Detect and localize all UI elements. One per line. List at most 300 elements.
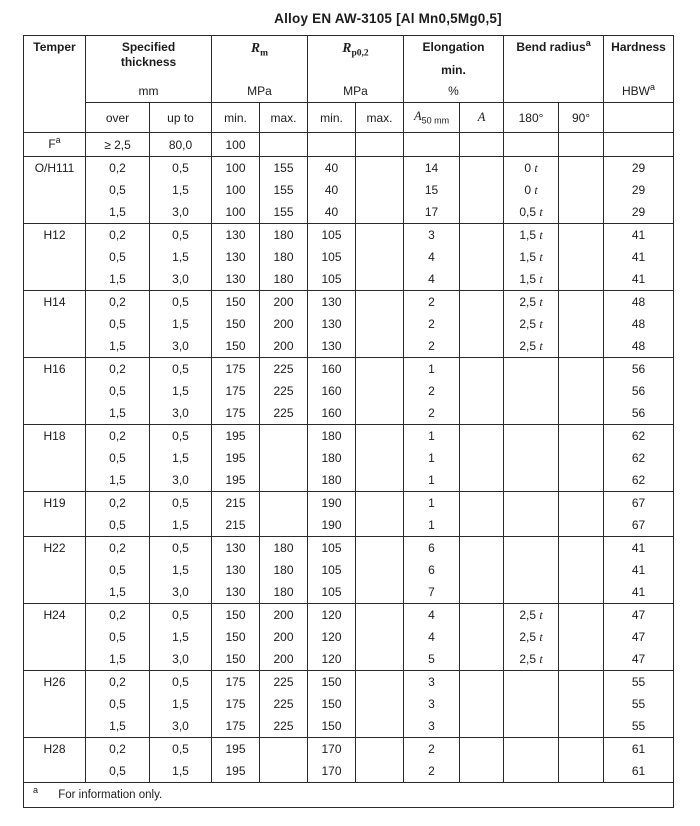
- data-cell: 80,0: [150, 133, 212, 157]
- data-cell: [559, 671, 604, 694]
- data-cell: 4: [404, 246, 460, 268]
- data-cell: 1,5: [150, 760, 212, 783]
- temper-cell: H16: [24, 358, 86, 425]
- data-cell: 1,5 t: [504, 246, 559, 268]
- data-cell: [559, 224, 604, 247]
- data-cell: [460, 313, 504, 335]
- header-elongation: Elongation min. %: [404, 36, 504, 103]
- data-cell: 195: [212, 425, 260, 448]
- data-cell: [504, 492, 559, 515]
- data-cell: 150: [212, 313, 260, 335]
- data-cell: 2,5 t: [504, 291, 559, 314]
- header-bend-radius: Bend radius$^a$: [504, 36, 604, 103]
- data-cell: [260, 447, 308, 469]
- data-cell: 105: [308, 559, 356, 581]
- data-cell: 130: [212, 224, 260, 247]
- data-cell: 130: [212, 581, 260, 604]
- data-cell: 0,2: [86, 291, 150, 314]
- data-cell: 3,0: [150, 268, 212, 291]
- data-cell: 195: [212, 447, 260, 469]
- data-cell: 3,0: [150, 648, 212, 671]
- data-cell: [260, 514, 308, 537]
- temper-cell: H24: [24, 604, 86, 671]
- data-cell: 1,5: [150, 246, 212, 268]
- data-cell: [356, 157, 404, 180]
- footnote: [24, 783, 674, 808]
- data-cell: 150: [212, 648, 260, 671]
- data-cell: [356, 537, 404, 560]
- data-cell: 0,5: [86, 246, 150, 268]
- data-cell: [460, 380, 504, 402]
- data-cell: [559, 715, 604, 738]
- footnote-text: For information only.: [58, 789, 163, 801]
- data-cell: 100: [212, 179, 260, 201]
- data-cell: 155: [260, 157, 308, 180]
- subheader-90deg: 90°: [559, 103, 604, 133]
- data-cell: 1,5: [150, 313, 212, 335]
- table-header: [24, 36, 674, 133]
- data-cell: 1,5: [150, 380, 212, 402]
- data-cell: [356, 760, 404, 783]
- data-cell: [504, 671, 559, 694]
- subheader-rp-min: min.: [308, 103, 356, 133]
- data-cell: 61: [604, 738, 674, 761]
- data-cell: 1,5: [150, 693, 212, 715]
- data-cell: 175: [212, 693, 260, 715]
- data-cell: [504, 358, 559, 381]
- data-cell: [460, 469, 504, 492]
- temper-cell: H18: [24, 425, 86, 492]
- data-cell: 100: [212, 133, 260, 157]
- data-cell: 5: [404, 648, 460, 671]
- data-cell: 2: [404, 380, 460, 402]
- data-cell: [356, 559, 404, 581]
- data-cell: 130: [308, 335, 356, 358]
- data-cell: 130: [212, 537, 260, 560]
- data-cell: 2,5 t: [504, 648, 559, 671]
- data-cell: [460, 671, 504, 694]
- data-cell: 4: [404, 626, 460, 648]
- data-cell: [559, 335, 604, 358]
- data-cell: 41: [604, 224, 674, 247]
- data-cell: [356, 313, 404, 335]
- data-cell: 180: [260, 268, 308, 291]
- data-cell: 55: [604, 693, 674, 715]
- subheader-a: A: [460, 103, 504, 133]
- data-cell: 1,5: [86, 402, 150, 425]
- data-cell: 56: [604, 380, 674, 402]
- data-cell: 150: [308, 715, 356, 738]
- subheader-a50: $A_{50 mm}$: [404, 103, 460, 133]
- data-cell: [260, 492, 308, 515]
- data-cell: 3,0: [150, 469, 212, 492]
- data-cell: 130: [308, 291, 356, 314]
- data-cell: 150: [212, 604, 260, 627]
- data-cell: 160: [308, 402, 356, 425]
- data-cell: [559, 313, 604, 335]
- subheader-over: over: [86, 103, 150, 133]
- data-cell: 29: [604, 201, 674, 224]
- unit-mm: mm: [138, 84, 159, 98]
- data-cell: [356, 469, 404, 492]
- data-cell: 200: [260, 335, 308, 358]
- data-cell: [559, 268, 604, 291]
- temper-cell: H26: [24, 671, 86, 738]
- data-cell: [559, 604, 604, 627]
- data-cell: [559, 469, 604, 492]
- data-cell: [559, 648, 604, 671]
- header-hardness: Hardness HBW$^a$: [604, 36, 674, 103]
- table-row: [24, 402, 674, 425]
- data-cell: 175: [212, 671, 260, 694]
- data-cell: [356, 604, 404, 627]
- data-cell: [356, 201, 404, 224]
- subheader-upto: up to: [150, 103, 212, 133]
- data-cell: [559, 358, 604, 381]
- data-cell: 170: [308, 738, 356, 761]
- data-cell: 40: [308, 201, 356, 224]
- data-cell: 215: [212, 492, 260, 515]
- data-cell: 0,5: [86, 179, 150, 201]
- footnote-row: [24, 783, 674, 808]
- table-row: [24, 224, 674, 247]
- data-cell: 47: [604, 604, 674, 627]
- table-row: [24, 380, 674, 402]
- data-cell: [356, 358, 404, 381]
- data-cell: 0,5: [150, 604, 212, 627]
- data-cell: 17: [404, 201, 460, 224]
- table-row: [24, 469, 674, 492]
- data-cell: 2: [404, 738, 460, 761]
- data-cell: [460, 514, 504, 537]
- data-cell: 7: [404, 581, 460, 604]
- data-cell: 0,2: [86, 358, 150, 381]
- table-row: [24, 246, 674, 268]
- data-cell: 0,5: [86, 559, 150, 581]
- data-cell: 6: [404, 559, 460, 581]
- data-cell: [559, 246, 604, 268]
- data-cell: 1,5: [86, 648, 150, 671]
- data-cell: ≥ 2,5: [86, 133, 150, 157]
- data-cell: 41: [604, 559, 674, 581]
- data-cell: [559, 514, 604, 537]
- data-cell: [559, 626, 604, 648]
- data-cell: 55: [604, 715, 674, 738]
- data-cell: 100: [212, 157, 260, 180]
- data-cell: 2,5 t: [504, 313, 559, 335]
- table-row: [24, 201, 674, 224]
- data-cell: [260, 469, 308, 492]
- data-cell: 0,5: [86, 760, 150, 783]
- data-cell: [260, 425, 308, 448]
- data-cell: 150: [212, 626, 260, 648]
- data-cell: [460, 335, 504, 358]
- data-cell: [460, 358, 504, 381]
- data-cell: [356, 224, 404, 247]
- data-cell: [460, 604, 504, 627]
- unit-mpa: MPa: [343, 84, 368, 98]
- data-cell: [356, 402, 404, 425]
- data-cell: 130: [212, 559, 260, 581]
- data-cell: 1,5: [150, 559, 212, 581]
- subheader-rm-max: max.: [260, 103, 308, 133]
- data-cell: [460, 626, 504, 648]
- data-cell: [460, 157, 504, 180]
- temper-cell: H28: [24, 738, 86, 783]
- data-cell: 175: [212, 715, 260, 738]
- data-cell: 160: [308, 358, 356, 381]
- data-cell: 1,5: [86, 268, 150, 291]
- subheader-rp-max: max.: [356, 103, 404, 133]
- table-row: [24, 133, 674, 157]
- data-cell: 150: [212, 291, 260, 314]
- data-cell: [460, 201, 504, 224]
- data-cell: 200: [260, 313, 308, 335]
- data-cell: [460, 133, 504, 157]
- data-cell: 0,5: [150, 671, 212, 694]
- data-cell: [404, 133, 460, 157]
- table-row: [24, 648, 674, 671]
- data-cell: 200: [260, 626, 308, 648]
- data-cell: 56: [604, 402, 674, 425]
- data-cell: 3: [404, 715, 460, 738]
- data-cell: 55: [604, 671, 674, 694]
- data-cell: 3,0: [150, 402, 212, 425]
- data-cell: 14: [404, 157, 460, 180]
- data-cell: [260, 738, 308, 761]
- table-row: [24, 559, 674, 581]
- data-cell: 1,5: [150, 447, 212, 469]
- data-cell: [356, 693, 404, 715]
- temper-cell: O/H111: [24, 157, 86, 224]
- data-cell: 155: [260, 201, 308, 224]
- data-cell: [504, 380, 559, 402]
- data-cell: [460, 715, 504, 738]
- data-cell: 200: [260, 648, 308, 671]
- data-cell: 200: [260, 604, 308, 627]
- data-cell: 48: [604, 335, 674, 358]
- data-cell: [504, 537, 559, 560]
- data-cell: 1,5: [150, 179, 212, 201]
- data-cell: 0,5: [86, 380, 150, 402]
- data-cell: [356, 492, 404, 515]
- table-row: [24, 671, 674, 694]
- data-cell: [559, 402, 604, 425]
- data-cell: 180: [260, 246, 308, 268]
- data-cell: 48: [604, 313, 674, 335]
- data-cell: 170: [308, 760, 356, 783]
- data-cell: 1: [404, 469, 460, 492]
- data-cell: [356, 246, 404, 268]
- data-cell: 200: [260, 291, 308, 314]
- header-row-sub: [24, 103, 674, 133]
- header-rm: $R_m$ MPa: [212, 36, 308, 103]
- data-cell: [504, 693, 559, 715]
- data-cell: 225: [260, 693, 308, 715]
- data-cell: 195: [212, 760, 260, 783]
- data-cell: [356, 514, 404, 537]
- data-cell: [460, 224, 504, 247]
- data-cell: 41: [604, 537, 674, 560]
- data-cell: 1,5: [86, 715, 150, 738]
- data-cell: [260, 133, 308, 157]
- data-cell: 2,5 t: [504, 626, 559, 648]
- data-cell: 105: [308, 246, 356, 268]
- data-cell: [504, 581, 559, 604]
- data-cell: [559, 693, 604, 715]
- data-cell: [559, 133, 604, 157]
- data-cell: [460, 648, 504, 671]
- data-cell: 120: [308, 626, 356, 648]
- data-cell: 0,5: [150, 492, 212, 515]
- data-cell: 2,5 t: [504, 335, 559, 358]
- data-cell: 67: [604, 492, 674, 515]
- data-cell: 225: [260, 402, 308, 425]
- temper-cell: H12: [24, 224, 86, 291]
- data-cell: [356, 447, 404, 469]
- table-row: [24, 604, 674, 627]
- data-cell: 0,2: [86, 425, 150, 448]
- data-cell: 195: [212, 469, 260, 492]
- data-cell: 3: [404, 693, 460, 715]
- data-cell: [504, 402, 559, 425]
- data-cell: [356, 626, 404, 648]
- data-cell: 0,5: [86, 447, 150, 469]
- table-row: [24, 157, 674, 180]
- data-cell: 1: [404, 492, 460, 515]
- data-cell: 1,5: [150, 514, 212, 537]
- data-cell: 40: [308, 157, 356, 180]
- data-cell: 130: [212, 246, 260, 268]
- data-cell: [356, 671, 404, 694]
- table-row: [24, 581, 674, 604]
- table-row: [24, 358, 674, 381]
- data-cell: 41: [604, 581, 674, 604]
- data-cell: [460, 402, 504, 425]
- data-cell: 175: [212, 380, 260, 402]
- data-cell: [356, 291, 404, 314]
- data-cell: 105: [308, 581, 356, 604]
- data-cell: 180: [308, 447, 356, 469]
- table-row: [24, 425, 674, 448]
- data-cell: 180: [260, 537, 308, 560]
- data-cell: 56: [604, 358, 674, 381]
- data-cell: 1,5 t: [504, 224, 559, 247]
- data-cell: 0,5 t: [504, 201, 559, 224]
- data-cell: 4: [404, 268, 460, 291]
- table-body: [24, 133, 674, 783]
- data-cell: 215: [212, 514, 260, 537]
- header-row-main: [24, 36, 674, 103]
- data-cell: 105: [308, 537, 356, 560]
- data-cell: 29: [604, 179, 674, 201]
- data-cell: 62: [604, 447, 674, 469]
- data-cell: [260, 760, 308, 783]
- data-cell: 190: [308, 514, 356, 537]
- data-cell: 3,0: [150, 715, 212, 738]
- data-cell: 0,2: [86, 157, 150, 180]
- data-cell: 155: [260, 179, 308, 201]
- table-row: [24, 268, 674, 291]
- data-cell: 0,5: [150, 537, 212, 560]
- data-cell: 3: [404, 671, 460, 694]
- data-cell: 41: [604, 246, 674, 268]
- data-cell: 2: [404, 760, 460, 783]
- data-cell: 62: [604, 425, 674, 448]
- data-cell: 0,5: [150, 738, 212, 761]
- data-cell: 175: [212, 402, 260, 425]
- table-row: [24, 715, 674, 738]
- data-cell: 2: [404, 335, 460, 358]
- data-cell: 225: [260, 715, 308, 738]
- data-cell: 29: [604, 157, 674, 180]
- data-cell: 225: [260, 380, 308, 402]
- data-cell: 1,5: [86, 581, 150, 604]
- data-cell: 0,5: [86, 626, 150, 648]
- data-cell: [559, 425, 604, 448]
- data-cell: [559, 559, 604, 581]
- data-cell: 225: [260, 358, 308, 381]
- data-cell: [308, 133, 356, 157]
- data-cell: [504, 425, 559, 448]
- data-cell: 0,2: [86, 671, 150, 694]
- data-cell: 3,0: [150, 581, 212, 604]
- data-cell: 105: [308, 268, 356, 291]
- header-rp02: $R_{p0,2}$ MPa: [308, 36, 404, 103]
- data-cell: 1: [404, 514, 460, 537]
- data-cell: [460, 581, 504, 604]
- data-cell: 2,5 t: [504, 604, 559, 627]
- subheader-180deg: 180°: [504, 103, 559, 133]
- data-cell: [460, 559, 504, 581]
- data-cell: [559, 581, 604, 604]
- data-cell: 62: [604, 469, 674, 492]
- data-cell: 180: [308, 469, 356, 492]
- data-cell: 1,5: [86, 201, 150, 224]
- data-cell: [460, 492, 504, 515]
- page-title: Alloy EN AW-3105 [Al Mn0,5Mg0,5]: [274, 11, 502, 26]
- data-cell: [460, 760, 504, 783]
- data-cell: 2: [404, 313, 460, 335]
- data-cell: [356, 738, 404, 761]
- data-cell: [460, 693, 504, 715]
- data-cell: [504, 514, 559, 537]
- table-row: [24, 447, 674, 469]
- data-cell: 0 t: [504, 179, 559, 201]
- data-cell: 2: [404, 291, 460, 314]
- table-row: [24, 626, 674, 648]
- data-cell: 3,0: [150, 201, 212, 224]
- temper-cell: H22: [24, 537, 86, 604]
- data-cell: [604, 133, 674, 157]
- alloy-properties-table: [23, 35, 674, 808]
- table-footer: [24, 783, 674, 808]
- data-cell: [460, 246, 504, 268]
- data-cell: 3,0: [150, 335, 212, 358]
- data-cell: [504, 133, 559, 157]
- data-cell: 6: [404, 537, 460, 560]
- data-cell: 0,5: [150, 291, 212, 314]
- data-cell: 105: [308, 224, 356, 247]
- data-cell: [460, 268, 504, 291]
- data-cell: 150: [212, 335, 260, 358]
- data-cell: [559, 380, 604, 402]
- data-cell: 1,5: [86, 469, 150, 492]
- table-row: [24, 179, 674, 201]
- table-row: [24, 514, 674, 537]
- data-cell: [356, 648, 404, 671]
- header-specified-thickness: Specified thickness mm: [86, 36, 212, 103]
